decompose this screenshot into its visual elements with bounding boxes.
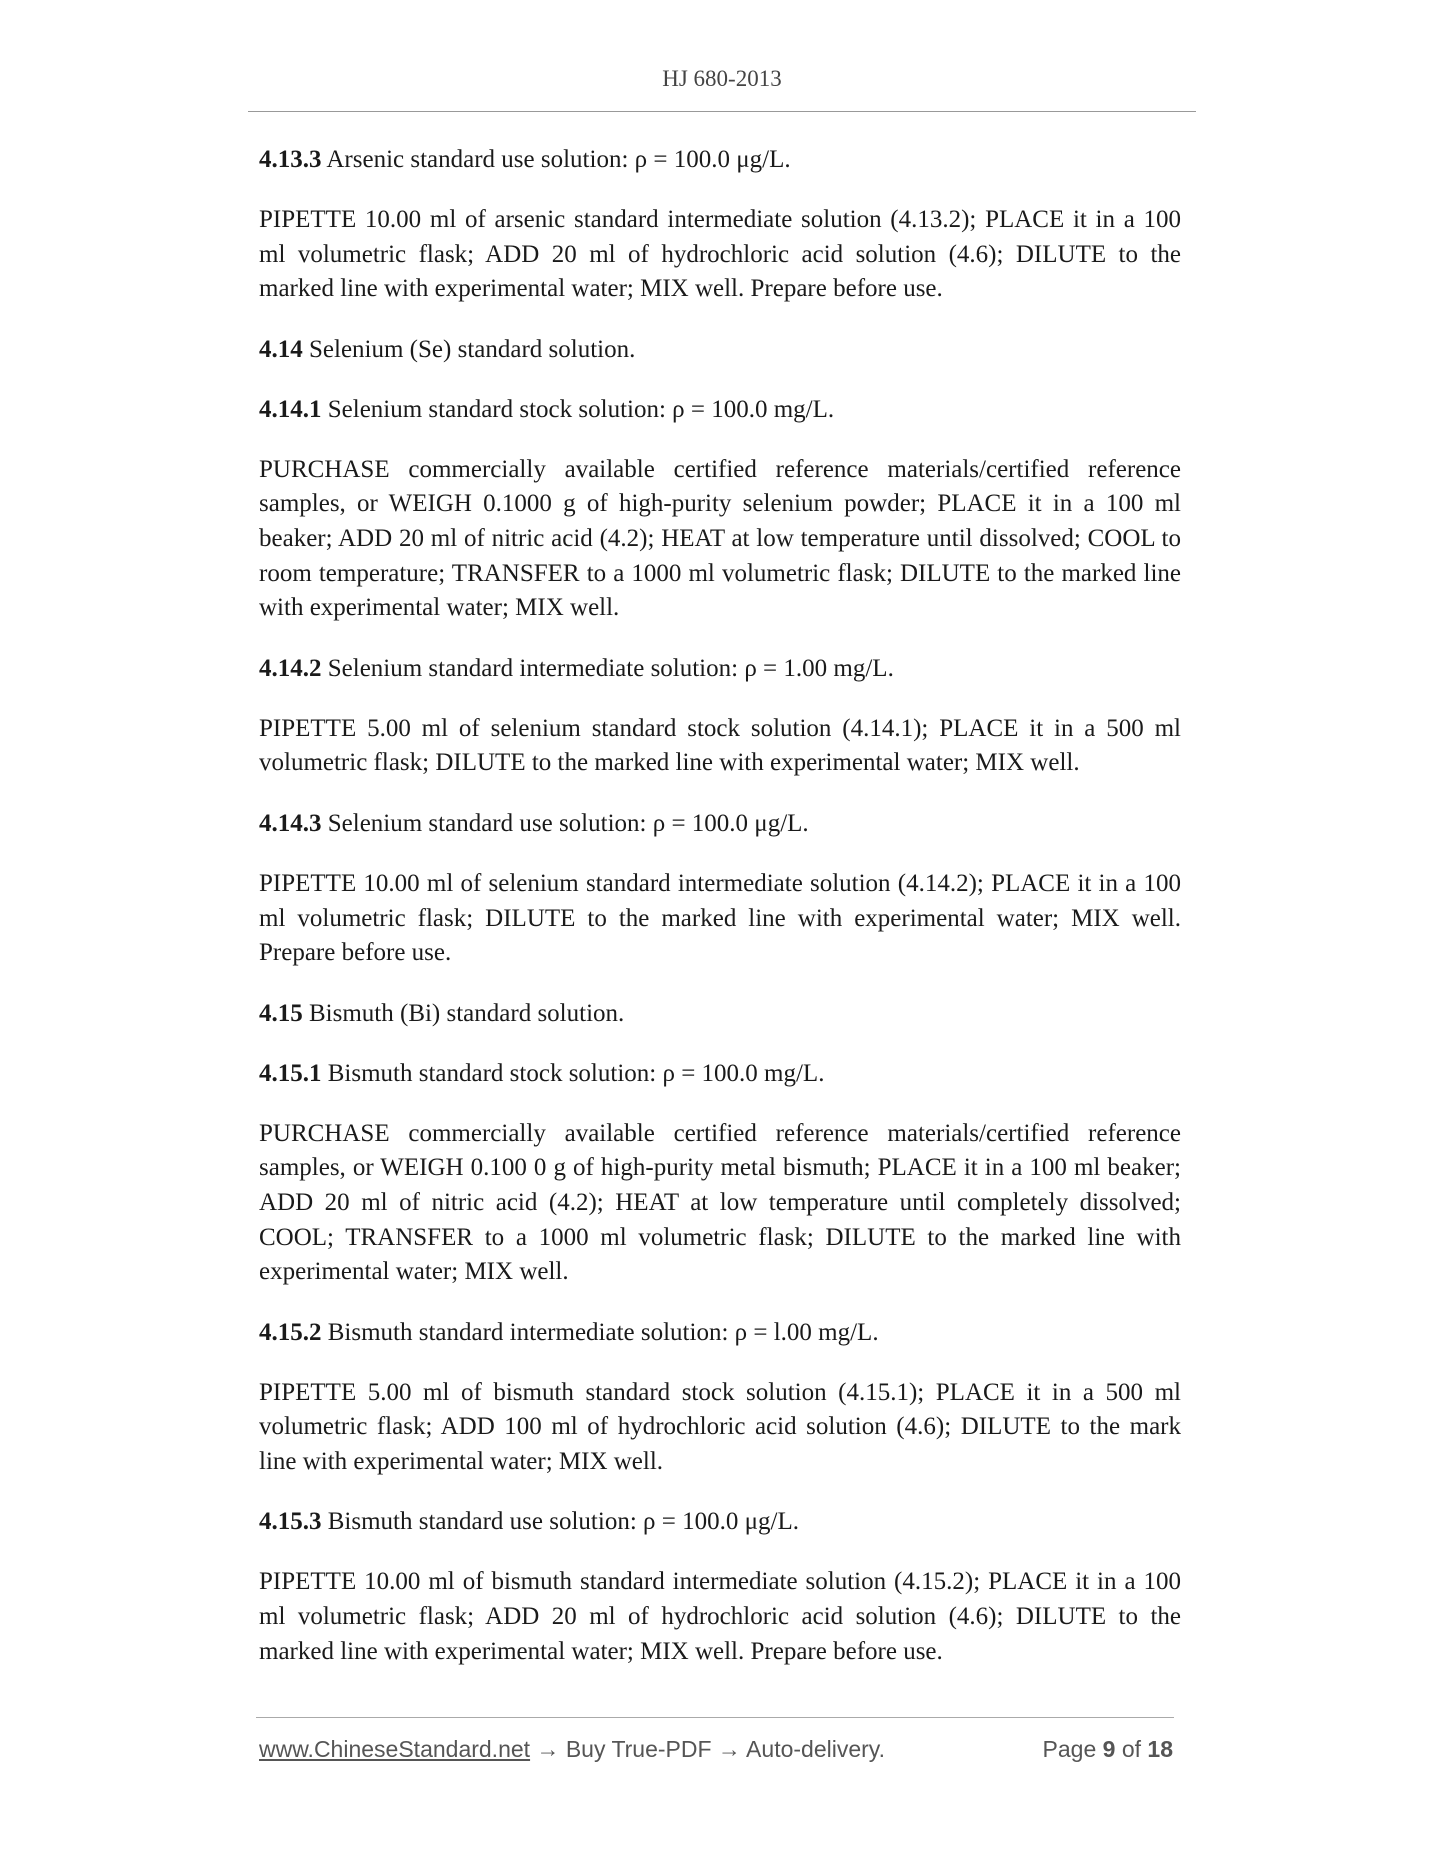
section-title: Bismuth standard use solution: ρ = 100.0 μg/L. [321, 1508, 799, 1536]
section-title: Bismuth standard stock solution: ρ = 100.0 mg/L. [321, 1059, 825, 1087]
section-title: Bismuth (Bi) standard solution. [302, 999, 625, 1027]
page-footer [259, 1736, 1173, 1768]
page-header: HJ 680-2013 [662, 66, 782, 91]
section-4-14-heading [259, 333, 1181, 367]
header-divider [248, 111, 1196, 112]
section-4-15-1-body: PURCHASE commercially available certified reference materials/certified reference samples, or WEIGH 0.100 0 g of high-purity metal bismuth; PLACE it in a 100 ml beaker; ADD 20 ml of nitric acid (4.2); HEAT at low temperature until completely dissolved; COOL; TRANSFER to a 1000 ml volumetric flask; DILUTE to the marked line with experimental water; MIX well. [259, 1119, 1181, 1286]
section-title: Selenium standard stock solution: ρ = 100.0 mg/L. [321, 395, 835, 423]
section-4-13-3-body: PIPETTE 10.00 ml of arsenic standard intermediate solution (4.13.2); PLACE it in a 100 ml volumetric flask; ADD 20 ml of hydrochloric acid solution (4.6); DILUTE to the marked line with experimental water; MIX well. Prepare before use. [259, 206, 1181, 303]
page-indicator [1043, 1736, 1173, 1763]
website-link[interactable]: www.ChineseStandard.net [259, 1736, 531, 1762]
section-number: 4.14.2 [259, 654, 322, 682]
section-4-14-1-body: PURCHASE commercially available certified reference materials/certified reference samples, or WEIGH 0.1000 g of high-purity selenium powder; PLACE it in a 100 ml beaker; ADD 20 ml of nitric acid (4.2); HEAT at low temperature until dissolved; COOL to room temperature; TRANSFER to a 1000 ml volumetric flask; DILUTE to the marked line with experimental water; MIX well. [259, 455, 1181, 622]
page-label: Page [1042, 1736, 1103, 1762]
of-label: of [1115, 1736, 1148, 1762]
section-number: 4.15.2 [259, 1318, 322, 1346]
section-4-14-2-body: PIPETTE 5.00 ml of selenium standard stock solution (4.14.1); PLACE it in a 500 ml volumetric flask; DILUTE to the marked line with experimental water; MIX well. [259, 714, 1181, 777]
section-4-13-3-heading [259, 143, 1181, 177]
section-4-15-2-heading [259, 1316, 1181, 1350]
section-4-15-2-body: PIPETTE 5.00 ml of bismuth standard stock solution (4.15.1); PLACE it in a 500 ml volumetric flask; ADD 100 ml of hydrochloric acid solution (4.6); DILUTE to the mark line with experimental water; MIX well. [259, 1378, 1181, 1475]
section-title: Bismuth standard intermediate solution: ρ = l.00 mg/L. [321, 1318, 879, 1346]
footer-left [259, 1736, 885, 1763]
document-body [259, 143, 1181, 1695]
section-4-15-3-body: PIPETTE 10.00 ml of bismuth standard intermediate solution (4.15.2); PLACE it in a 100 ml volumetric flask; ADD 20 ml of hydrochloric acid solution (4.6); DILUTE to the marked line with experimental water; MIX well. Prepare before use. [259, 1568, 1181, 1665]
section-number: 4.14.1 [259, 395, 322, 423]
section-number: 4.14 [259, 335, 303, 363]
section-4-14-3-heading [259, 807, 1181, 841]
section-4-15-heading [259, 997, 1181, 1031]
section-number: 4.13.3 [259, 146, 322, 173]
section-4-15-3-heading [259, 1505, 1181, 1539]
footer-divider [256, 1717, 1174, 1718]
section-title: Selenium standard use solution: ρ = 100.0 μg/L. [321, 809, 809, 837]
section-number: 4.15.3 [259, 1508, 322, 1536]
section-title: Arsenic standard use solution: ρ = 100.0 μg/L. [321, 146, 791, 173]
page-number: 9 [1102, 1736, 1116, 1762]
section-title: Selenium (Se) standard solution. [302, 335, 636, 363]
section-4-14-2-heading [259, 652, 1181, 686]
section-number: 4.15.1 [259, 1059, 322, 1087]
section-number: 4.14.3 [259, 809, 322, 837]
page-total: 18 [1147, 1736, 1173, 1762]
footer-tagline: → Buy True-PDF → Auto-delivery. [530, 1736, 885, 1762]
section-4-15-1-heading [259, 1057, 1181, 1091]
section-4-14-1-heading [259, 393, 1181, 427]
section-number: 4.15 [259, 999, 303, 1027]
section-title: Selenium standard intermediate solution: ρ = 1.00 mg/L. [321, 654, 894, 682]
section-4-14-3-body: PIPETTE 10.00 ml of selenium standard intermediate solution (4.14.2); PLACE it in a 100 ml volumetric flask; DILUTE to the marked line with experimental water; MIX well. Prepare before use. [259, 869, 1181, 967]
